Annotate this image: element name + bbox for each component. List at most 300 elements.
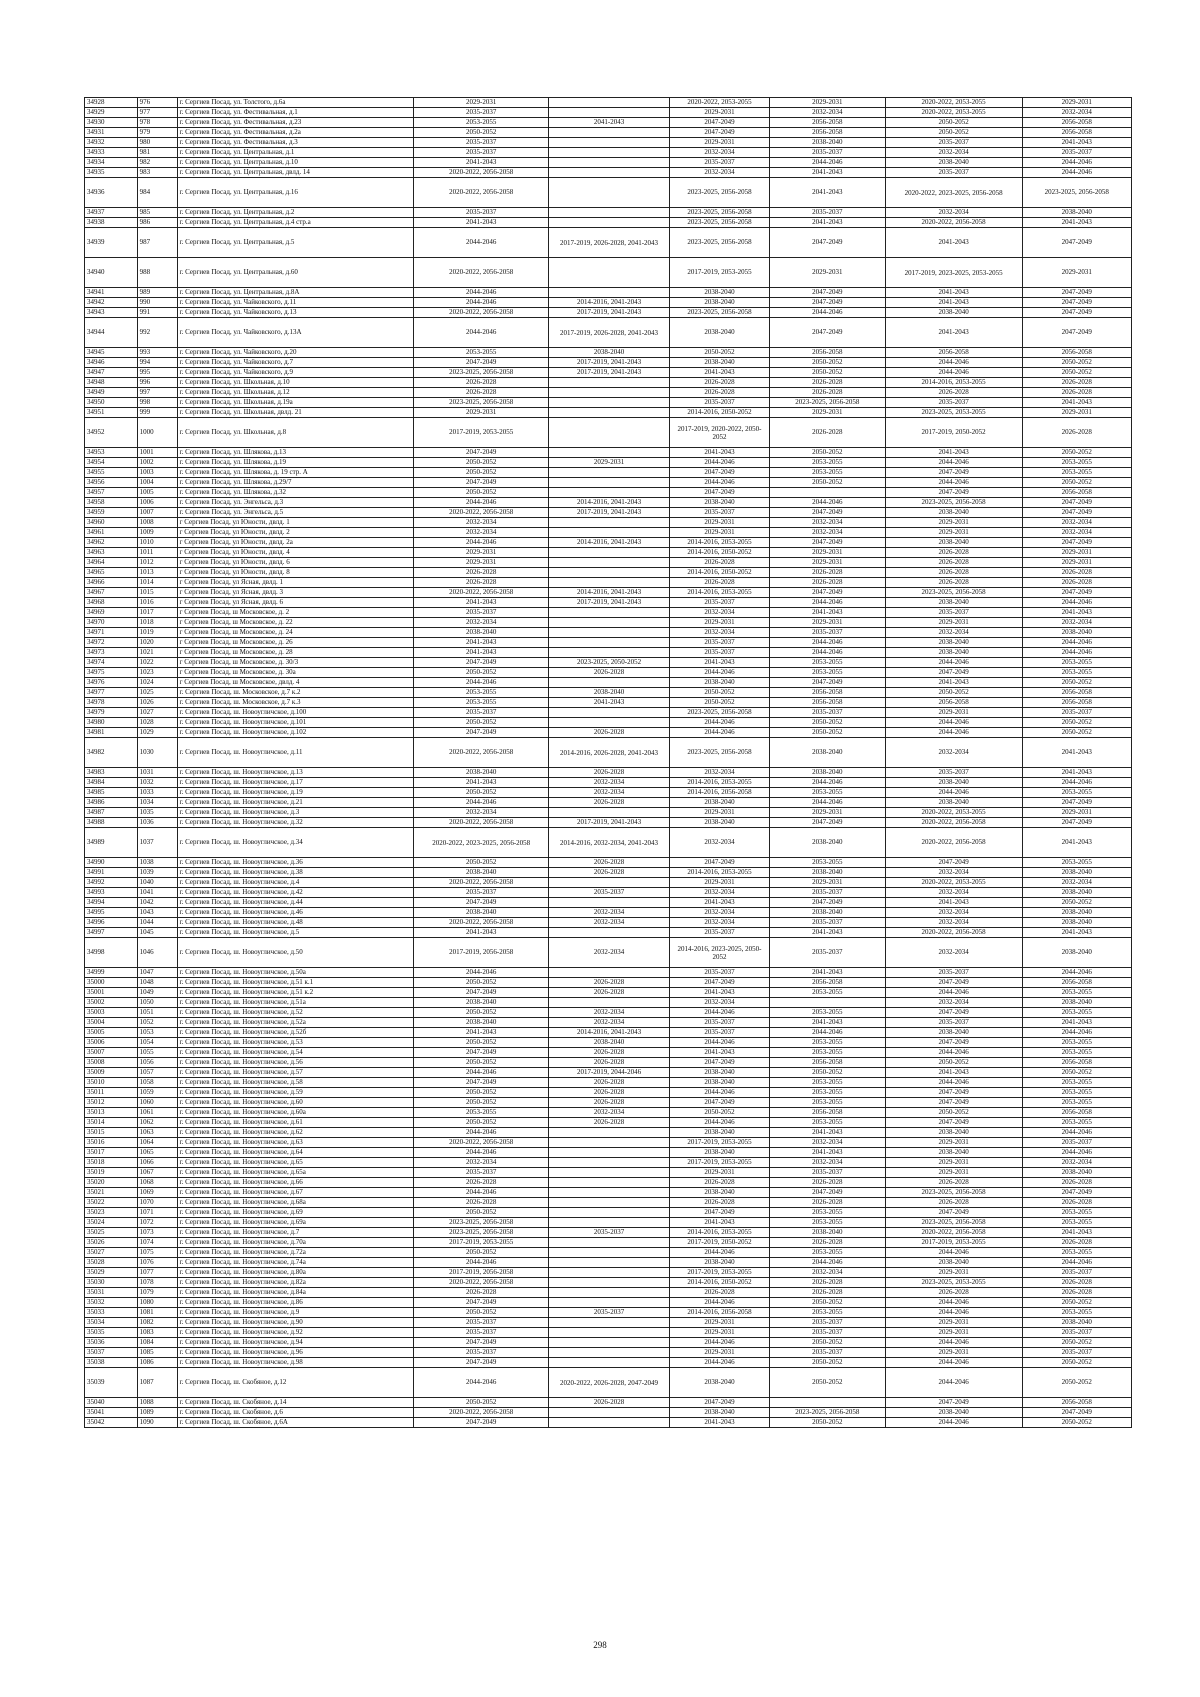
period-cell-3: 2029-2031: [670, 1348, 770, 1358]
period-cell-3: 2038-2040: [670, 298, 770, 308]
period-cell-6: 2041-2043: [1022, 398, 1132, 408]
table-row: [85, 928, 1132, 938]
period-cell-2: [549, 1268, 670, 1278]
period-cell-6: 2029-2031: [1022, 558, 1132, 568]
period-cell-4: 2047-2049: [769, 298, 885, 308]
period-cell-1: 2047-2049: [414, 1358, 549, 1368]
period-cell-5: 2047-2049: [885, 1398, 1022, 1408]
period-cell-4: 2053-2055: [769, 1088, 885, 1098]
address-cell: г. Сергиев Посад, ш. Новоугличское, д.19: [177, 788, 414, 798]
row-number: 1037: [137, 828, 177, 858]
period-cell-4: 2053-2055: [769, 468, 885, 478]
address-cell: г Сергиев Посад, ул Ясная, двлд. 6: [177, 598, 414, 608]
period-cell-2: [549, 558, 670, 568]
period-cell-2: 2029-2031: [549, 458, 670, 468]
period-cell-2: [549, 648, 670, 658]
row-number: 998: [137, 398, 177, 408]
period-cell-3: 2038-2040: [670, 1258, 770, 1268]
row-id: 34972: [85, 638, 138, 648]
row-number: 1066: [137, 1158, 177, 1168]
period-cell-1: 2020-2022, 2056-2058: [414, 918, 549, 928]
table-row: [85, 408, 1132, 418]
period-cell-4: 2029-2031: [769, 618, 885, 628]
row-number: 988: [137, 258, 177, 288]
period-cell-3: 2044-2046: [670, 458, 770, 468]
period-cell-6: 2047-2049: [1022, 538, 1132, 548]
row-number: 1014: [137, 578, 177, 588]
period-cell-5: 2044-2046: [885, 1298, 1022, 1308]
period-cell-3: 2044-2046: [670, 1358, 770, 1368]
period-cell-4: 2050-2052: [769, 1358, 885, 1368]
period-cell-2: [549, 1218, 670, 1228]
period-cell-3: 2038-2040: [670, 1408, 770, 1418]
period-cell-2: [549, 678, 670, 688]
period-cell-5: 2020-2022, 2056-2058: [885, 1228, 1022, 1238]
row-number: 1077: [137, 1268, 177, 1278]
period-cell-2: [549, 1158, 670, 1168]
period-cell-1: 2047-2049: [414, 448, 549, 458]
row-id: 34995: [85, 908, 138, 918]
row-id: 34994: [85, 898, 138, 908]
period-cell-4: 2035-2037: [769, 208, 885, 218]
period-cell-3: 2044-2046: [670, 1008, 770, 1018]
period-cell-3: 2038-2040: [670, 798, 770, 808]
period-cell-6: 2047-2049: [1022, 1188, 1132, 1198]
address-cell: г. Сергиев Посад, ш. Новоугличское, д.57: [177, 1068, 414, 1078]
period-cell-4: 2044-2046: [769, 778, 885, 788]
table-row: [85, 448, 1132, 458]
period-cell-1: 2050-2052: [414, 718, 549, 728]
period-cell-4: 2053-2055: [769, 858, 885, 868]
period-cell-4: 2053-2055: [769, 988, 885, 998]
row-number: 977: [137, 108, 177, 118]
period-cell-6: 2032-2034: [1022, 618, 1132, 628]
table-row: [85, 568, 1132, 578]
row-number: 1008: [137, 518, 177, 528]
address-cell: г. Сергиев Посад, ш. Новоугличское, д.65а: [177, 1168, 414, 1178]
period-cell-2: 2038-2040: [549, 348, 670, 358]
address-cell: г Сергиев Посад, ул Юности, двлд. 2а: [177, 538, 414, 548]
period-cell-5: 2044-2046: [885, 458, 1022, 468]
period-cell-4: 2038-2040: [769, 768, 885, 778]
period-cell-1: 2023-2025, 2056-2058: [414, 398, 549, 408]
row-id: 34992: [85, 878, 138, 888]
row-number: 976: [137, 98, 177, 108]
period-cell-1: 2047-2049: [414, 898, 549, 908]
row-id: 34928: [85, 98, 138, 108]
period-cell-1: 2044-2046: [414, 538, 549, 548]
period-cell-3: 2044-2046: [670, 1298, 770, 1308]
period-cell-6: 2026-2028: [1022, 1288, 1132, 1298]
period-cell-5: 2029-2031: [885, 708, 1022, 718]
period-cell-1: 2020-2022, 2056-2058: [414, 738, 549, 768]
address-cell: г. Сергиев Посад, ш. Новоугличское, д.100: [177, 708, 414, 718]
address-cell: г. Сергиев Посад, ш. Новоугличское, д.63: [177, 1138, 414, 1148]
address-cell: г. Сергиев Посад, ш. Новоугличское, д.51 к.1: [177, 978, 414, 988]
period-cell-4: 2026-2028: [769, 388, 885, 398]
row-number: 1010: [137, 538, 177, 548]
row-id: 35014: [85, 1118, 138, 1128]
period-cell-4: 2053-2055: [769, 1218, 885, 1228]
period-cell-2: [549, 518, 670, 528]
period-cell-2: 2014-2016, 2032-2034, 2041-2043: [549, 828, 670, 858]
period-cell-3: 2038-2040: [670, 288, 770, 298]
table-row: [85, 1148, 1132, 1158]
period-cell-4: 2050-2052: [769, 368, 885, 378]
period-cell-6: 2053-2055: [1022, 1118, 1132, 1128]
period-cell-4: 2044-2046: [769, 598, 885, 608]
row-id: 34981: [85, 728, 138, 738]
address-cell: г. Сергиев Посад, ш. Новоугличское, д.94: [177, 1338, 414, 1348]
period-cell-1: 2020-2022, 2056-2058: [414, 1138, 549, 1148]
row-number: 1081: [137, 1308, 177, 1318]
period-cell-5: 2047-2049: [885, 978, 1022, 988]
period-cell-4: 2044-2046: [769, 638, 885, 648]
row-number: 1089: [137, 1408, 177, 1418]
period-cell-1: 2038-2040: [414, 768, 549, 778]
period-cell-6: 2038-2040: [1022, 938, 1132, 968]
table-row: [85, 818, 1132, 828]
period-cell-4: 2044-2046: [769, 498, 885, 508]
period-cell-1: 2035-2037: [414, 208, 549, 218]
period-cell-5: 2035-2037: [885, 1018, 1022, 1028]
row-number: 1065: [137, 1148, 177, 1158]
address-cell: г. Сергиев Посад, ул. Школьная, д.12: [177, 388, 414, 398]
table-row: [85, 458, 1132, 468]
period-cell-2: [549, 148, 670, 158]
row-number: 1001: [137, 448, 177, 458]
period-cell-4: 2029-2031: [769, 548, 885, 558]
row-id: 34970: [85, 618, 138, 628]
period-cell-3: 2032-2034: [670, 828, 770, 858]
period-cell-1: 2038-2040: [414, 908, 549, 918]
period-cell-3: 2047-2049: [670, 488, 770, 498]
period-cell-5: 2032-2034: [885, 938, 1022, 968]
period-cell-3: 2044-2046: [670, 718, 770, 728]
period-cell-1: 2050-2052: [414, 1308, 549, 1318]
period-cell-2: [549, 138, 670, 148]
table-row: [85, 138, 1132, 148]
row-number: 1060: [137, 1098, 177, 1108]
table-row: [85, 898, 1132, 908]
period-cell-6: 2026-2028: [1022, 388, 1132, 398]
row-id: 35036: [85, 1338, 138, 1348]
address-cell: г. Сергиев Посад, ш. Скобяное, д.6А: [177, 1418, 414, 1428]
row-number: 1086: [137, 1358, 177, 1368]
period-cell-6: 2053-2055: [1022, 668, 1132, 678]
period-cell-1: 2050-2052: [414, 668, 549, 678]
period-cell-3: 2038-2040: [670, 498, 770, 508]
table-row: [85, 478, 1132, 488]
period-cell-1: 2041-2043: [414, 638, 549, 648]
table-row: [85, 318, 1132, 348]
period-cell-1: 2050-2052: [414, 1398, 549, 1408]
period-cell-2: [549, 878, 670, 888]
period-cell-3: 2035-2037: [670, 928, 770, 938]
address-cell: г. Сергиев Посад, ш. Новоугличское, д.38: [177, 868, 414, 878]
row-number: 1012: [137, 558, 177, 568]
period-cell-6: 2056-2058: [1022, 978, 1132, 988]
period-cell-4: 2038-2040: [769, 908, 885, 918]
table-row: [85, 618, 1132, 628]
period-cell-3: 2035-2037: [670, 648, 770, 658]
period-cell-5: 2041-2043: [885, 678, 1022, 688]
period-cell-3: 2023-2025, 2056-2058: [670, 218, 770, 228]
period-cell-2: [549, 408, 670, 418]
period-cell-2: [549, 1348, 670, 1358]
period-cell-3: 2017-2019, 2053-2055: [670, 1268, 770, 1278]
row-number: 1043: [137, 908, 177, 918]
row-number: 1025: [137, 688, 177, 698]
table-row: [85, 208, 1132, 218]
period-cell-2: 2026-2028: [549, 988, 670, 998]
period-cell-5: 2038-2040: [885, 1128, 1022, 1138]
period-cell-2: [549, 128, 670, 138]
period-cell-3: 2044-2046: [670, 478, 770, 488]
period-cell-2: [549, 418, 670, 448]
period-cell-1: 2050-2052: [414, 468, 549, 478]
period-cell-6: 2053-2055: [1022, 858, 1132, 868]
period-cell-1: 2044-2046: [414, 678, 549, 688]
address-cell: г. Сергиев Посад, ш. Новоугличское, д.82а: [177, 1278, 414, 1288]
table-row: [85, 688, 1132, 698]
row-id: 35000: [85, 978, 138, 988]
period-cell-1: 2044-2046: [414, 318, 549, 348]
period-cell-6: 2029-2031: [1022, 808, 1132, 818]
period-cell-2: [549, 928, 670, 938]
table-row: [85, 378, 1132, 388]
period-cell-4: 2032-2034: [769, 1138, 885, 1148]
period-cell-3: 2026-2028: [670, 1288, 770, 1298]
table-row: [85, 1178, 1132, 1188]
row-id: 34930: [85, 118, 138, 128]
period-cell-2: [549, 1238, 670, 1248]
address-cell: г. Сергиев Посад, ш. Скобяное, д.6: [177, 1408, 414, 1418]
period-cell-2: [549, 1248, 670, 1258]
address-cell: г. Сергиев Посад, ш. Новоугличское, д.62: [177, 1128, 414, 1138]
period-cell-1: 2038-2040: [414, 998, 549, 1008]
period-cell-4: 2053-2055: [769, 1308, 885, 1318]
row-id: 34977: [85, 688, 138, 698]
table-row: [85, 1298, 1132, 1308]
period-cell-6: 2053-2055: [1022, 1088, 1132, 1098]
address-cell: г Сергиев Посад, ш Московское, двлд. 4: [177, 678, 414, 688]
period-cell-3: 2017-2019, 2053-2055: [670, 1138, 770, 1148]
table-row: [85, 308, 1132, 318]
table-row: [85, 828, 1132, 858]
row-id: 34963: [85, 548, 138, 558]
period-cell-3: 2026-2028: [670, 578, 770, 588]
period-cell-2: [549, 608, 670, 618]
row-id: 35034: [85, 1318, 138, 1328]
period-cell-6: 2026-2028: [1022, 1178, 1132, 1188]
period-cell-3: 2029-2031: [670, 528, 770, 538]
row-number: 1049: [137, 988, 177, 998]
address-cell: г. Сергиев Посад, ул. Чайковского, д.20: [177, 348, 414, 358]
period-cell-3: 2035-2037: [670, 968, 770, 978]
address-cell: г. Сергиев Посад, ш. Новоугличское, д.4: [177, 878, 414, 888]
period-cell-4: 2041-2043: [769, 218, 885, 228]
period-cell-4: 2026-2028: [769, 1198, 885, 1208]
period-cell-5: 2023-2025, 2053-2055: [885, 408, 1022, 418]
period-cell-3: 2032-2034: [670, 768, 770, 778]
row-number: 996: [137, 378, 177, 388]
address-cell: г. Сергиев Посад, ш. Новоугличское, д.34: [177, 828, 414, 858]
period-cell-5: 2041-2043: [885, 228, 1022, 258]
period-cell-3: 2050-2052: [670, 348, 770, 358]
period-cell-5: 2029-2031: [885, 618, 1022, 628]
period-cell-1: 2035-2037: [414, 1168, 549, 1178]
period-cell-1: 2032-2034: [414, 518, 549, 528]
address-cell: г. Сергиев Посад, ш. Скобяное, д.14: [177, 1398, 414, 1408]
period-cell-2: 2014-2016, 2026-2028, 2041-2043: [549, 738, 670, 768]
period-cell-5: 2020-2022, 2053-2055: [885, 808, 1022, 818]
period-cell-5: 2044-2046: [885, 1048, 1022, 1058]
row-id: 35022: [85, 1198, 138, 1208]
row-id: 34961: [85, 528, 138, 538]
period-cell-4: 2050-2052: [769, 718, 885, 728]
period-cell-4: 2044-2046: [769, 158, 885, 168]
address-cell: г. Сергиев Посад, ул. Шлякова, д.13: [177, 448, 414, 458]
period-cell-4: 2047-2049: [769, 588, 885, 598]
period-cell-4: 2038-2040: [769, 738, 885, 768]
period-cell-4: 2050-2052: [769, 1338, 885, 1348]
row-number: 1074: [137, 1238, 177, 1248]
period-cell-1: 2020-2022, 2023-2025, 2056-2058: [414, 828, 549, 858]
table-row: [85, 1268, 1132, 1278]
period-cell-2: 2026-2028: [549, 1088, 670, 1098]
row-number: 1061: [137, 1108, 177, 1118]
address-cell: г. Сергиев Посад, ул. Центральная, д.60: [177, 258, 414, 288]
period-cell-5: 2020-2022, 2053-2055: [885, 108, 1022, 118]
table-row: [85, 418, 1132, 448]
row-id: 34948: [85, 378, 138, 388]
period-cell-3: 2038-2040: [670, 818, 770, 828]
period-cell-5: 2032-2034: [885, 918, 1022, 928]
table-row: [85, 1118, 1132, 1128]
row-number: 1015: [137, 588, 177, 598]
row-id: 34932: [85, 138, 138, 148]
period-cell-2: 2026-2028: [549, 1398, 670, 1408]
row-number: 1059: [137, 1088, 177, 1098]
period-cell-6: 2056-2058: [1022, 118, 1132, 128]
period-cell-3: 2041-2043: [670, 658, 770, 668]
table-row: [85, 1158, 1132, 1168]
address-cell: г. Сергиев Посад, ш. Новоугличское, д.3: [177, 808, 414, 818]
row-number: 1079: [137, 1288, 177, 1298]
period-cell-5: 2035-2037: [885, 968, 1022, 978]
period-cell-2: 2017-2019, 2041-2043: [549, 368, 670, 378]
period-cell-5: 2026-2028: [885, 568, 1022, 578]
period-cell-5: 2032-2034: [885, 148, 1022, 158]
row-id: 35021: [85, 1188, 138, 1198]
period-cell-1: 2053-2055: [414, 1108, 549, 1118]
period-cell-6: 2041-2043: [1022, 608, 1132, 618]
row-id: 34990: [85, 858, 138, 868]
table-row: [85, 1258, 1132, 1268]
period-cell-2: 2032-2034: [549, 918, 670, 928]
period-cell-1: 2017-2019, 2056-2058: [414, 938, 549, 968]
row-id: 34980: [85, 718, 138, 728]
row-number: 984: [137, 178, 177, 208]
period-cell-6: 2056-2058: [1022, 488, 1132, 498]
address-cell: г. Сергиев Посад, ш. Новоугличское, д.90: [177, 1318, 414, 1328]
period-cell-6: 2047-2049: [1022, 318, 1132, 348]
period-cell-5: 2017-2019, 2050-2052: [885, 418, 1022, 448]
period-cell-4: 2035-2037: [769, 888, 885, 898]
address-cell: г. Сергиев Посад, ул. Центральная, д.8А: [177, 288, 414, 298]
period-cell-2: 2017-2019, 2044-2046: [549, 1068, 670, 1078]
row-number: 994: [137, 358, 177, 368]
period-cell-3: 2026-2028: [670, 388, 770, 398]
period-cell-1: 2017-2019, 2056-2058: [414, 1268, 549, 1278]
row-id: 35020: [85, 1178, 138, 1188]
address-cell: г. Сергиев Посад, ул. Центральная, двлд. 14: [177, 168, 414, 178]
period-cell-2: 2026-2028: [549, 1118, 670, 1128]
period-cell-6: 2023-2025, 2056-2058: [1022, 178, 1132, 208]
period-cell-4: 2023-2025, 2056-2058: [769, 1408, 885, 1418]
table-row: [85, 768, 1132, 778]
table-row: [85, 978, 1132, 988]
row-id: 35029: [85, 1268, 138, 1278]
row-number: 1005: [137, 488, 177, 498]
period-cell-4: 2026-2028: [769, 1178, 885, 1188]
period-cell-5: 2044-2046: [885, 788, 1022, 798]
address-cell: г. Сергиев Посад, ш. Новоугличское, д.61: [177, 1118, 414, 1128]
period-cell-4: 2056-2058: [769, 1108, 885, 1118]
period-cell-1: 2029-2031: [414, 558, 549, 568]
address-cell: г. Сергиев Посад, ш. Новоугличское, д.52б: [177, 1028, 414, 1038]
period-cell-6: 2041-2043: [1022, 138, 1132, 148]
row-number: 1021: [137, 648, 177, 658]
period-cell-3: 2032-2034: [670, 608, 770, 618]
period-cell-4: 2053-2055: [769, 458, 885, 468]
period-cell-6: 2053-2055: [1022, 988, 1132, 998]
address-cell: г. Сергиев Посад, ул. Чайковского, д.13А: [177, 318, 414, 348]
period-cell-5: 2047-2049: [885, 1208, 1022, 1218]
period-cell-5: 2029-2031: [885, 1348, 1022, 1358]
address-cell: г. Сергиев Посад, ш. Новоугличское, д.42: [177, 888, 414, 898]
period-cell-5: 2032-2034: [885, 738, 1022, 768]
row-id: 35019: [85, 1168, 138, 1178]
row-number: 1039: [137, 868, 177, 878]
period-cell-3: 2041-2043: [670, 448, 770, 458]
period-cell-3: 2020-2022, 2053-2055: [670, 98, 770, 108]
period-cell-6: 2038-2040: [1022, 1318, 1132, 1328]
row-number: 986: [137, 218, 177, 228]
address-cell: г. Сергиев Посад, ш. Новоугличское, д.9: [177, 1308, 414, 1318]
period-cell-1: 2020-2022, 2056-2058: [414, 258, 549, 288]
period-cell-6: 2056-2058: [1022, 1108, 1132, 1118]
period-cell-6: 2053-2055: [1022, 1048, 1132, 1058]
period-cell-4: 2032-2034: [769, 1268, 885, 1278]
period-cell-4: [769, 1398, 885, 1408]
period-cell-2: [549, 1168, 670, 1178]
period-cell-5: 2050-2052: [885, 128, 1022, 138]
period-cell-5: 2047-2049: [885, 488, 1022, 498]
period-cell-1: 2041-2043: [414, 598, 549, 608]
table-row: [85, 178, 1132, 208]
period-cell-3: 2023-2025, 2056-2058: [670, 178, 770, 208]
row-number: 1040: [137, 878, 177, 888]
period-cell-5: 2020-2022, 2056-2058: [885, 218, 1022, 228]
period-cell-3: 2038-2040: [670, 678, 770, 688]
table-row: [85, 398, 1132, 408]
table-row: [85, 908, 1132, 918]
period-cell-6: 2044-2046: [1022, 638, 1132, 648]
row-number: 1082: [137, 1318, 177, 1328]
period-cell-5: 2026-2028: [885, 1178, 1022, 1188]
